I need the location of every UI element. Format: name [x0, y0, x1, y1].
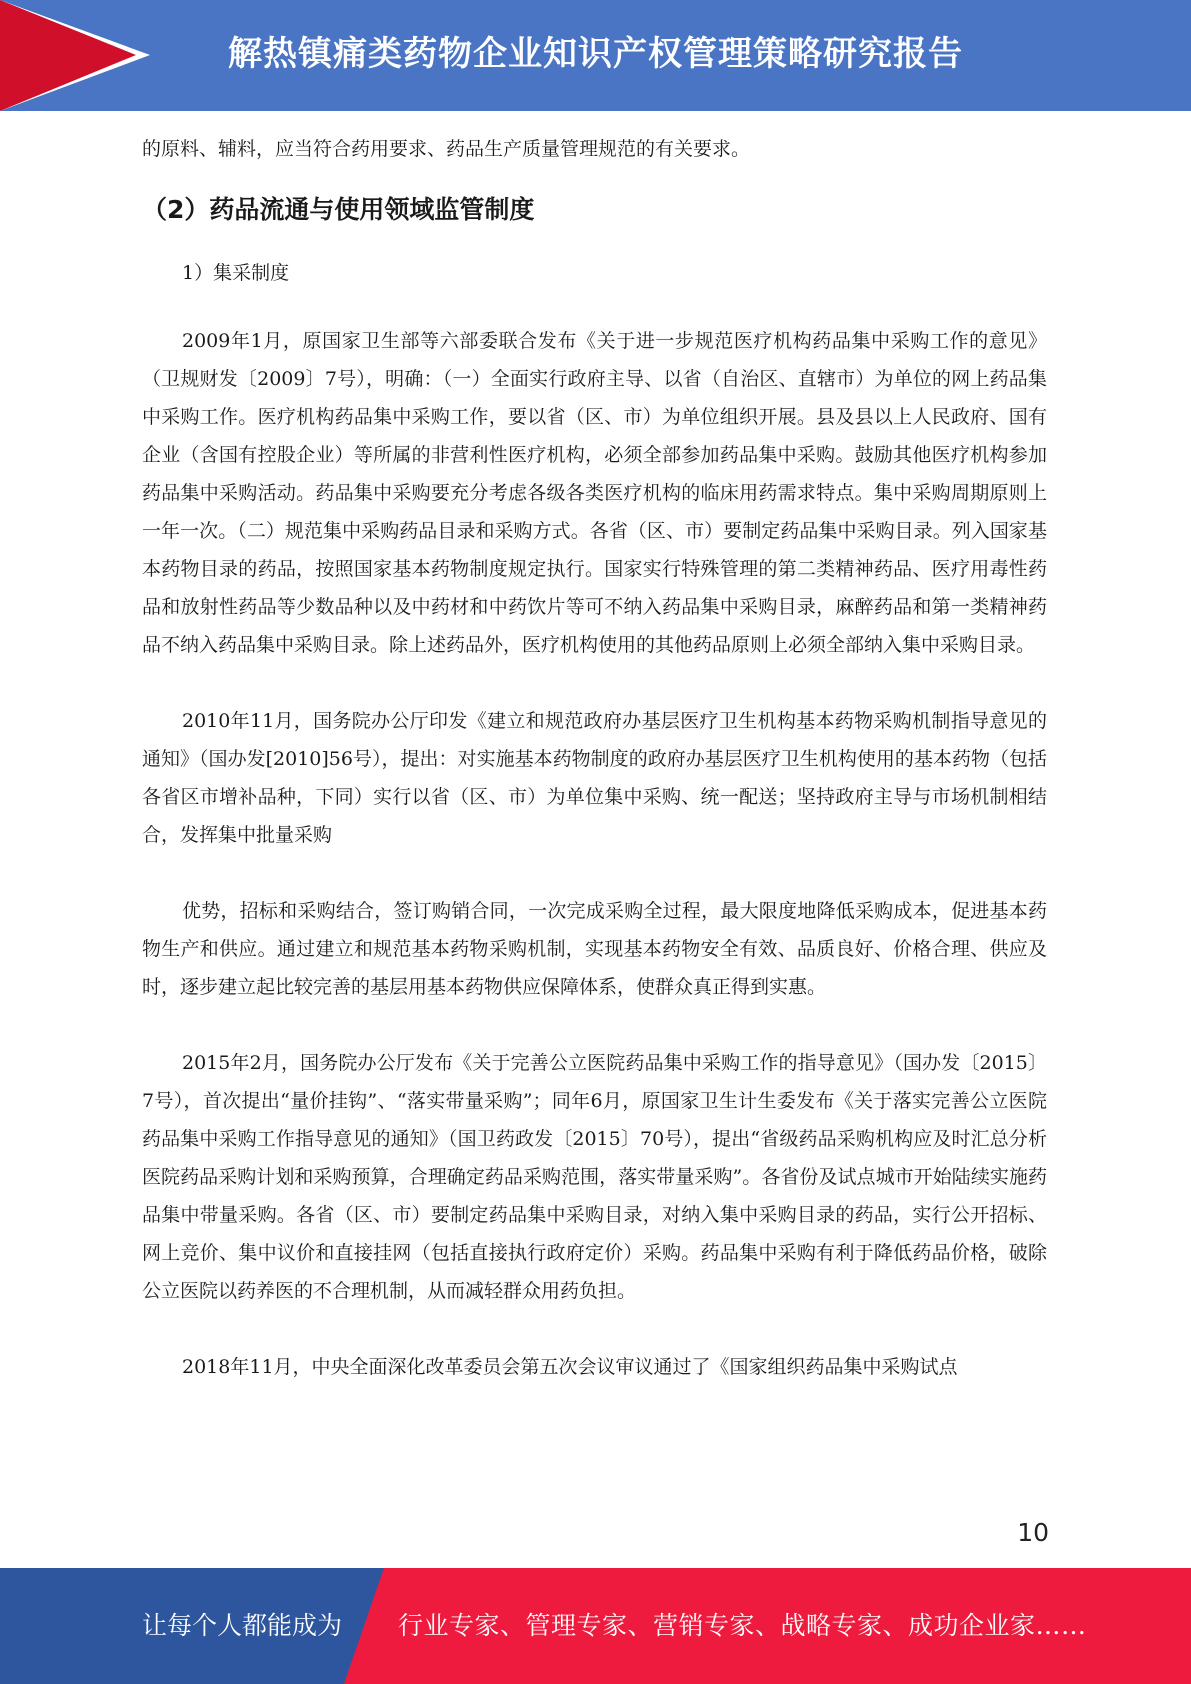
paragraph-2015: 2015年2月，国务院办公厅发布《关于完善公立医院药品集中采购工作的指导意见》（国办发〔2015〕7号），首次提出“量价挂钩”、“落实带量采购”；同年6月，原国家卫生计生委发布《关于落实完善公立医院药品集中采购工作指导意见的通知》（国卫药政发〔2015〕70号），提出“省级药品采购机构应及时汇总分析医院药品采购计划和采购预算，合理确定药品采购范围，落实带量采购”。各省份及试点城市开始陆续实施药品集中带量采购。各省（区、市）要制定药品集中采购目录，对纳入集中采购目录的药品，实行公开招标、网上竞价、集中议价和直接挂网（包括直接执行政府定价）采购。药品集中采购有利于降低药品价格，破除公立医院以药养医的不合理机制，从而减轻群众用药负担。: [142, 1052, 1047, 1302]
paragraph-advantages: 优势，招标和采购结合，签订购销合同，一次完成采购全过程，最大限度地降低采购成本，促进基本药物生产和供应。通过建立和规范基本药物采购机制，实现基本药物安全有效、品质良好、价格合理、供应及时，逐步建立起比较完善的基层用基本药物供应保障体系，使群众真正得到实惠。: [142, 900, 1047, 998]
paragraph-2010: 2010年11月，国务院办公厅印发《建立和规范政府办基层医疗卫生机构基本药物采购机制指导意见的通知》（国办发[2010]56号），提出：对实施基本药物制度的政府办基层医疗卫生机构使用的基本药物（包括各省区市增补品种，下同）实行以省（区、市）为单位集中采购、统一配送；坚持政府主导与市场机制相结合，发挥集中批量采购: [142, 710, 1047, 846]
subsection-heading: 1）集采制度: [182, 262, 290, 284]
report-title: 解热镇痛类药物企业知识产权管理策略研究报告: [228, 34, 963, 74]
page-number: 10: [1017, 1518, 1049, 1547]
footer-slogan-right: 行业专家、管理专家、营销专家、战略专家、成功企业家……: [398, 1611, 1087, 1640]
section-heading: （2）药品流通与使用领域监管制度: [142, 195, 535, 224]
paragraph-2009: 2009年1月，原国家卫生部等六部委联合发布《关于进一步规范医疗机构药品集中采购工作的意见》（卫规财发〔2009〕7号），明确：（一）全面实行政府主导、以省（自治区、直辖市）为单位的网上药品集中采购工作。医疗机构药品集中采购工作，要以省（区、市）为单位组织开展。县及县以上人民政府、国有企业（含国有控股企业）等所属的非营利性医疗机构，必须全部参加药品集中采购。鼓励其他医疗机构参加药品集中采购活动。药品集中采购要充分考虑各级各类医疗机构的临床用药需求特点。集中采购周期原则上一年一次。（二）规范集中采购药品目录和采购方式。各省（区、市）要制定药品集中采购目录。列入国家基本药物目录的药品，按照国家基本药物制度规定执行。国家实行特殊管理的第二类精神药品、医疗用毒性药品和放射性药品等少数品种以及中药材和中药饮片等可不纳入药品集中采购目录，麻醉药品和第一类精神药品不纳入药品集中采购目录。除上述药品外，医疗机构使用的其他药品原则上必须全部纳入集中采购目录。: [142, 330, 1047, 656]
page-footer: [0, 1568, 1191, 1684]
intro-paragraph: 的原料、辅料，应当符合药用要求、药品生产质量管理规范的有关要求。: [142, 138, 751, 160]
footer-slogan-left: 让每个人都能成为: [142, 1611, 343, 1640]
page-header: [0, 0, 1191, 111]
paragraph-2018: 2018年11月，中央全面深化改革委员会第五次会议审议通过了《国家组织药品集中采购试点: [182, 1356, 958, 1378]
header-arrow-decoration: [0, 0, 136, 111]
document-body: [142, 130, 1047, 1386]
